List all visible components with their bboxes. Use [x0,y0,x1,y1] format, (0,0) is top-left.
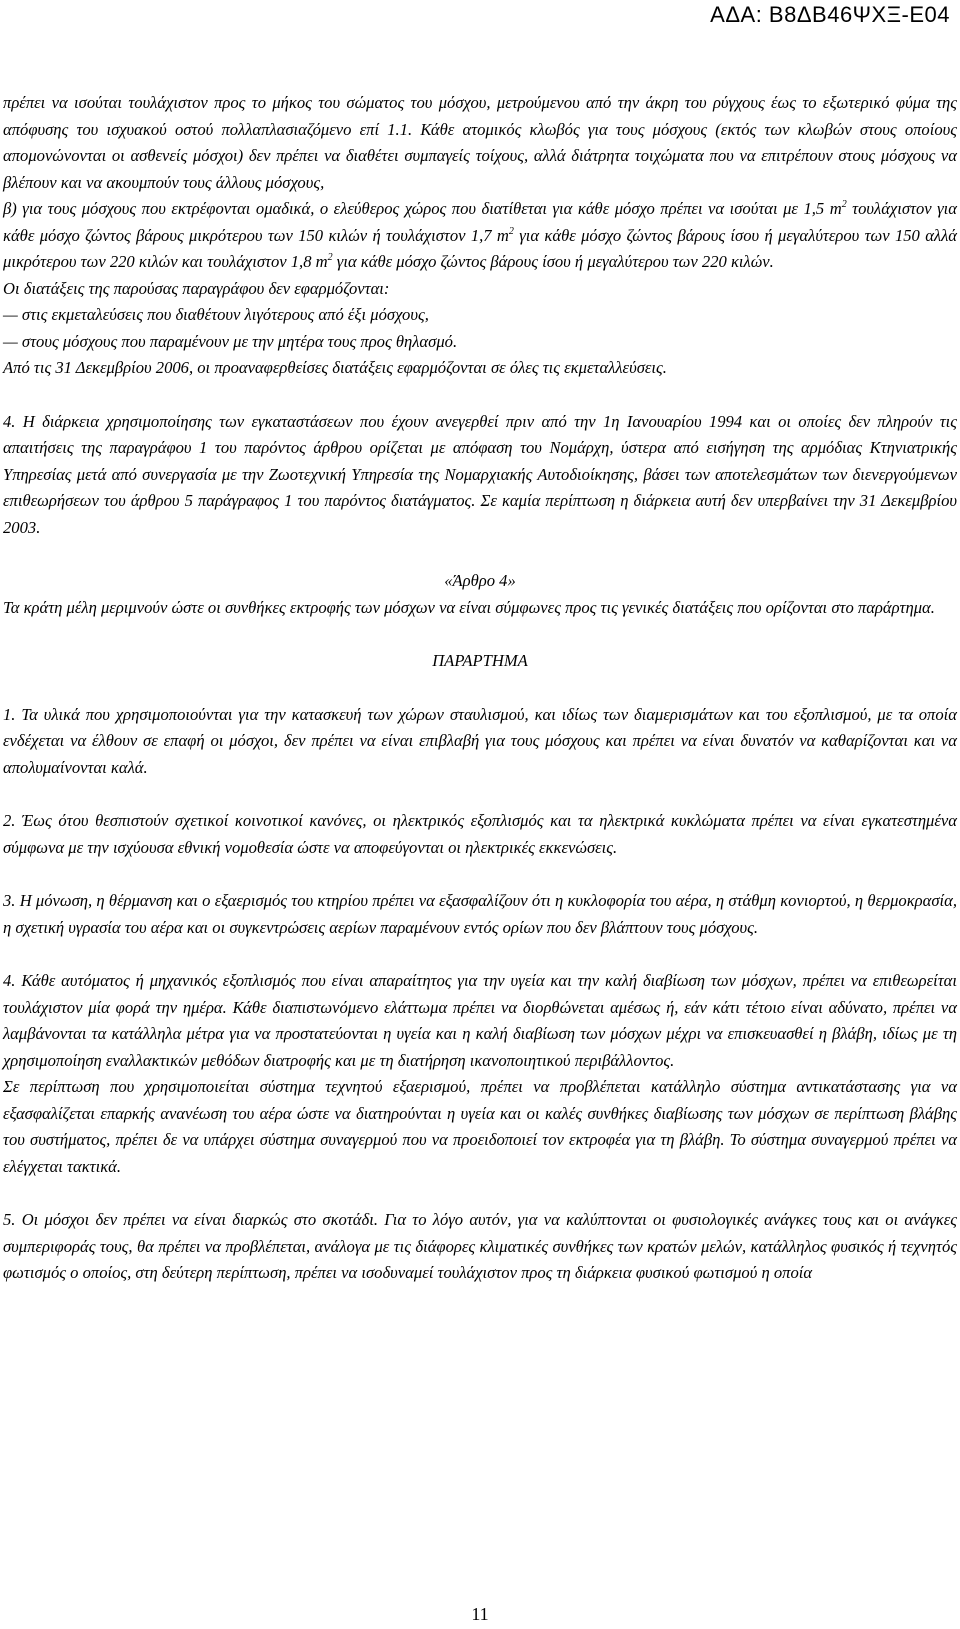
annex-item-1: 1. Τα υλικά που χρησιμοποιούνται για την κατασκευή των χώρων σταυλισμού, και ιδίως των διαμερισμάτων και του εξοπλισμού, με τα οποία ενδέχεται να έλθουν σε επαφή οι μόσχοι, δεν πρέπει να είναι επιβλαβή για τους μόσχους και πρέπει να είναι δυνατόν να καθαρίζονται και να απολυμαίνονται καλά. [3,704,957,777]
article-heading: «Άρθρο 4» [444,571,516,590]
exception-item: — στους μόσχους που παραμένουν με την μητέρα τους προς θηλασμό. [3,331,458,351]
paragraph-group-space: β) για τους μόσχους που εκτρέφονται ομαδικά, ο ελεύθερος χώρος που διατίθεται για κάθε μόσχο πρέπει να ισούται με 1,5 $m^2$ τουλάχιστον για κάθε μόσχο ζώντος βάρους μικρότερου των 150 κιλών ή τουλάχιστον 1,7 $m^2$ για κάθε μόσχο ζώντος βάρους ίσου ή μεγαλύτερου των 150 αλλά μικρότερου των 220 κιλών και τουλάχιστον 1,8 $m^2$ για κάθε μόσχο ζώντος βάρους ίσου ή μεγαλύτερου των 220 κιλών. [3,199,957,271]
paragraph-4: 4. Η διάρκεια χρησιμοποίησης των εγκαταστάσεων που έχουν ανεγερθεί πριν από την 1η Ιανουαρίου 1994 και οι οποίες δεν πληρούν τις απαιτήσεις της παραγράφου 1 του παρόντος άρθρου ορίζεται με απόφαση του Νομάρχη, ύστερα από εισήγηση της αρμόδιας Κτηνιατρικής Υπηρεσίας μετά από συνεργασία με την Ζωοτεχνική Υπηρεσία της Νομαρχιακής Αυτοδιοίκησης, βάσει των αποτελεσμάτων των διενεργούμενων επιθεωρήσεων του άρθρου 5 παράγραφος 1 του παρόντος διατάγματος. Σε καμία περίπτωση η διάρκεια αυτή δεν υπερβαίνει την 31 Δεκεμβρίου 2003. [3,411,957,537]
annex-item-4-continued: Σε περίπτωση που χρησιμοποιείται σύστημα τεχνητού εξαερισμού, πρέπει να προβλέπεται κατάλληλο σύστημα αντικατάστασης για να εξασφαλίζεται επαρκής ανανέωση του αέρα ώστε να διατηρούνται η υγεία και οι καλές συνθήκες διαβίωσης των μόσχων σε περίπτωση βλάβης του συστήματος, πρέπει δε να υπάρχει σύστημα συναγερμού που να προειδοποιεί τον εκτροφέα για τη βλάβη. Το σύστημα συναγερμού πρέπει να ελέγχεται τακτικά. [3,1077,957,1176]
document-body [3,90,957,1287]
superscript: 2 [327,252,333,263]
annex-item-5: 5. Οι μόσχοι δεν πρέπει να είναι διαρκώς στο σκοτάδι. Για το λόγο αυτόν, για να καλύπτονται οι φυσιολογικές ανάγκες τους και οι ανάγκες συμπεριφοράς τους, θα πρέπει να προβλέπεται, ανάλογα με τις διάφορες κλιματικές συνθήκες των κρατών μελών, κατάλληλος φυσικός ή τεχνητός φωτισμός ο οποίος, στη δεύτερη περίπτωση, πρέπει να ισοδυναμεί τουλάχιστον προς τη διάρκεια φυσικού φωτισμού η οποία [3,1210,957,1282]
superscript: 2 [841,199,847,210]
page-number: 11 [471,1604,489,1624]
paragraph-exceptions-intro: Οι διατάξεις της παρούσας παραγράφου δεν εφαρμόζονται: [3,278,390,298]
ada-code: ΑΔΑ: Β8ΔΒ46ΨΧΞ-Ε04 [710,2,950,27]
annex-item-4: 4. Κάθε αυτόματος ή μηχανικός εξοπλισμός που είναι απαραίτητος για την υγεία και την καλή διαβίωση των μόσχων, πρέπει να επιθεωρείται τουλάχιστον μία φορά την ημέρα. Κάθε διαπιστωνόμενο ελάττωμα πρέπει να διορθώνεται αμέσως ή, εάν κάτι τέτοιο είναι αδύνατο, πρέπει να λαμβάνονται τα κατάλληλα μέτρα για να προστατεύονται η υγεία και η καλή διαβίωση των μόσχων μέχρι να επισκευασθεί η βλάβη, ιδίως με τη χρησιμοποίηση εναλλακτικών μεθόδων διατροφής και με τη διατήρηση ικανοποιητικού περιβάλλοντος. [3,971,957,1070]
superscript: 2 [508,225,514,237]
exception-item: — στις εκμεταλεύσεις που διαθέτουν λιγότερους από έξι μόσχους, [3,305,429,324]
annex-heading: ΠΑΡΑΡΤΗΜΑ [432,651,528,670]
annex-item-2: 2. Έως ότου θεσπιστούν σχετικοί κοινοτικοί κανόνες, οι ηλεκτρικός εξοπλισμός και τα ηλεκτρικά κυκλώματα πρέπει να είναι εγκατεστημένα σύμφωνα με την ισχύουσα εθνική νομοθεσία ώστε να αποφεύγονται οι ηλεκτρικές εκκενώσεις. [3,811,957,857]
paragraph-cage-dimensions: πρέπει να ισούται τουλάχιστον προς το μήκος του σώματος του μόσχου, μετρούμενου από την άκρη του ρύγχους έως το εξωτερικό φύμα της απόφυσης του ισχυακού οστού πολλαπλασιαζόμενο επί 1.1. Κάθε ατομικός κλωβός για τους μόσχους (εκτός των κλωβών στους οποίους απομονώνονται οι ασθενείς μόσχοι) δεν πρέπει να διαθέτει συμπαγείς τοίχους, αλλά διάτρητα τοιχώματα που να επιτρέπουν στους μόσχους να βλέπουν και να ακουμπούν τους άλλους μόσχους, [3,93,957,192]
annex-item-3: 3. Η μόνωση, η θέρμανση και ο εξαερισμός του κτηρίου πρέπει να εξασφαλίζουν ότι η κυκλοφορία του αέρα, η στάθμη κονιορτού, η θερμοκρασία, η σχετική υγρασία του αέρα και οι συγκεντρώσεις αερίων παραμένουν εντός ορίων που δεν βλάπτουν τους μόσχους. [3,891,957,937]
article-4-text: Τα κράτη μέλη μεριμνούν ώστε οι συνθήκες εκτροφής των μόσχων να είναι σύμφωνες προς τις γενικές διατάξεις που ορίζονται στο παράρτημα. [3,597,935,617]
paragraph-effective-date: Από τις 31 Δεκεμβρίου 2006, οι προαναφερθείσες διατάξεις εφαρμόζονται σε όλες τις εκμεταλλεύσεις. [3,358,667,377]
